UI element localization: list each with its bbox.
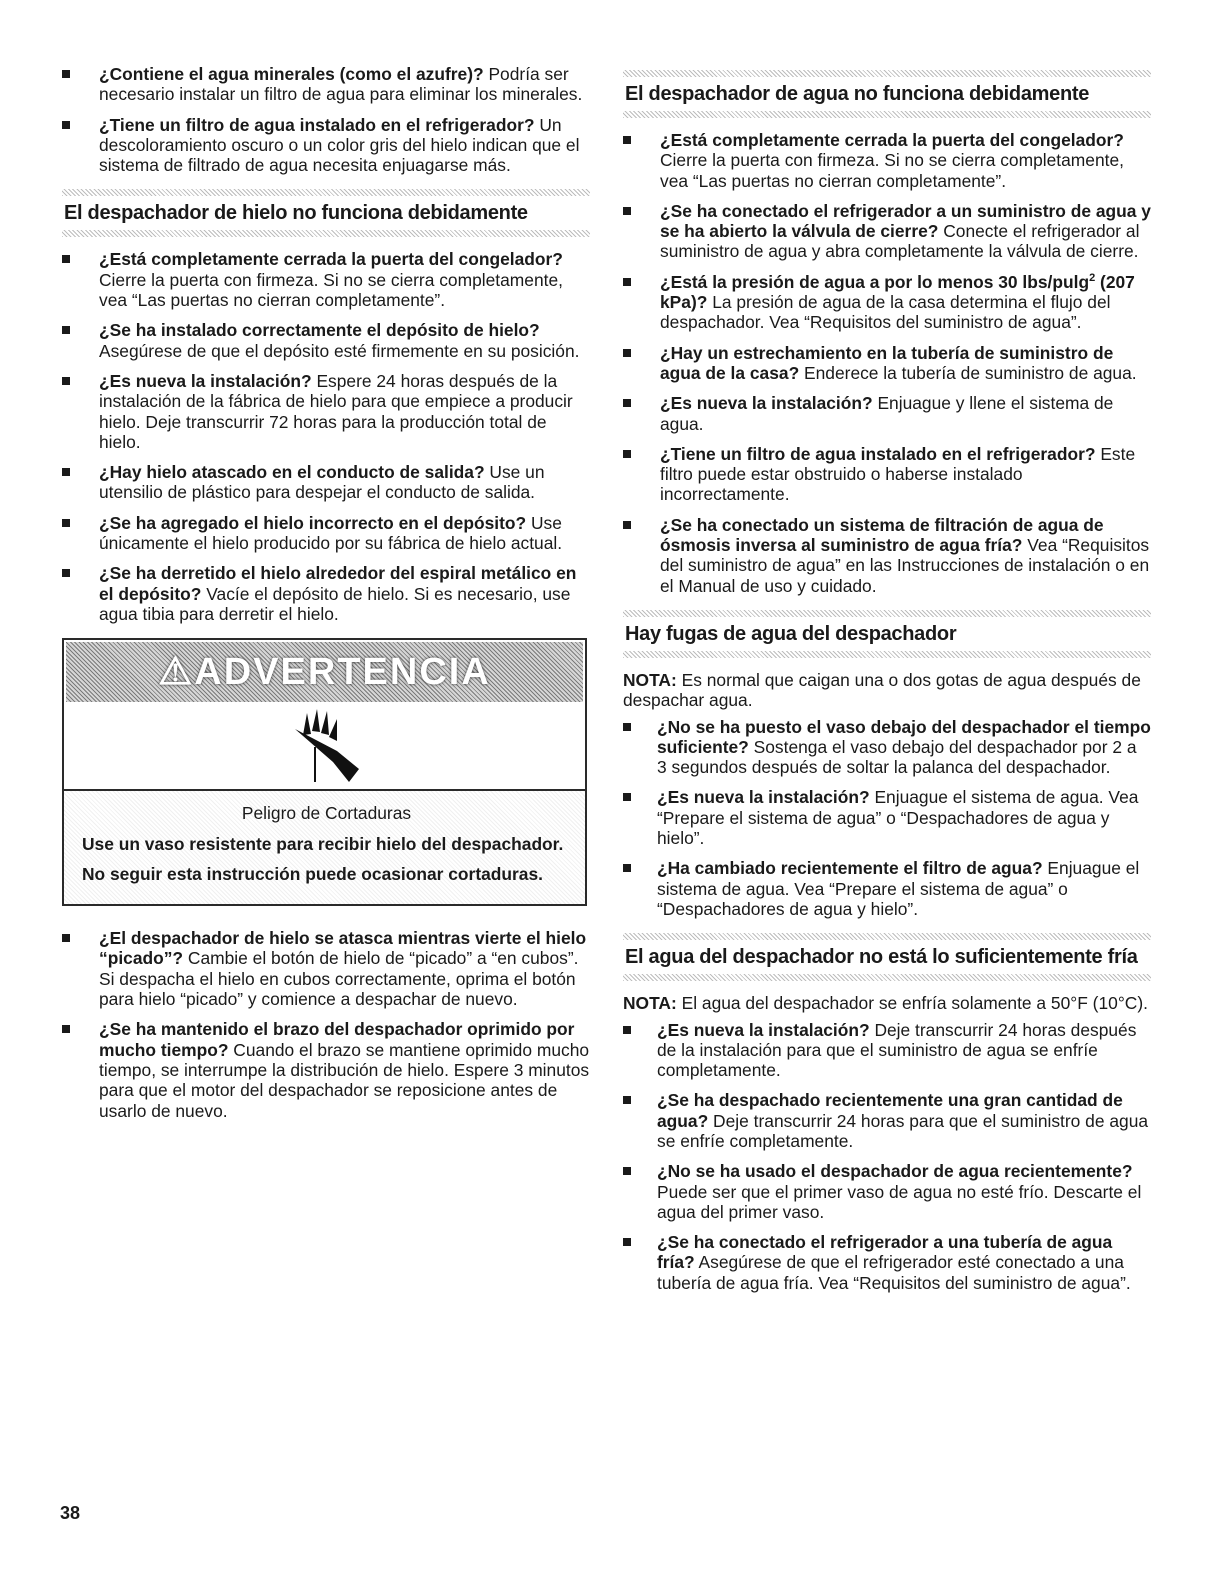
item-answer: Enderece la tubería de suministro de agua. [799, 362, 1137, 383]
section-title: Hay fugas de agua del despachador [625, 622, 957, 645]
ice-dispenser-section-header [62, 189, 590, 237]
item-question: ¿Contiene el agua minerales (como el azufre)? [99, 64, 484, 84]
list-item [623, 272, 1151, 333]
leak-item-list [623, 717, 1151, 920]
section-title: El despachador de hielo no funciona debidamente [64, 202, 528, 225]
cut-hazard-icon [64, 704, 585, 791]
list-item [62, 249, 590, 310]
warning-body [64, 791, 585, 904]
item-answer: Deje transcurrir 24 horas después de la instalación para que el suministro de agua se enfríe completamente. [657, 1019, 1137, 1081]
list-item [623, 130, 1151, 191]
list-item [62, 115, 590, 176]
list-item [62, 513, 590, 554]
list-item [623, 717, 1151, 778]
bottom-item-list [62, 928, 590, 1121]
item-answer: Cierre la puerta con firmeza. Si no se cierra completamente, vea “Las puertas no cierran completamente”. [99, 269, 563, 311]
item-question: ¿Se ha conectado un sistema de filtración de agua de ósmosis inversa al suministro de agua fría? [660, 514, 1104, 556]
item-question: ¿Ha cambiado recientemente el filtro de agua? [657, 858, 1043, 879]
note-label: NOTA: [623, 669, 677, 690]
item-question: ¿Está la presión de agua a por lo menos 30 lbs/pulg$^2$ (207 kPa)? [660, 271, 1135, 313]
item-question: ¿Se ha instalado correctamente el depósito de hielo? [99, 320, 540, 341]
item-question: ¿Se ha despachado recientemente una gran cantidad de agua? [657, 1090, 1123, 1131]
water-item-list [623, 130, 1151, 596]
divider [623, 111, 1151, 118]
divider [62, 230, 590, 237]
item-answer: Podría ser necesario instalar un filtro de agua para eliminar los minerales. [99, 64, 583, 105]
cold-section-header [623, 933, 1151, 981]
item-answer: Enjuague el sistema de agua. Vea “Prepare el sistema de agua” o “Despachadores de agua y hielo”. [657, 787, 1139, 849]
warning-title: ADVERTENCIA [194, 651, 491, 694]
section-title: El agua del despachador no está lo suficientemente fría [625, 946, 1138, 969]
item-answer: Use un utensilio de plástico para despejar el conducto de salida. [99, 462, 545, 503]
item-question: ¿Se ha mantenido el brazo del despachador oprimido por mucho tiempo? [99, 1019, 575, 1060]
item-question: ¿Tiene un filtro de agua instalado en el refrigerador? [99, 114, 535, 135]
list-item [623, 393, 1151, 434]
list-item [62, 320, 590, 361]
list-item [62, 1019, 590, 1120]
item-question: ¿Hay un estrechamiento en la tubería de suministro de agua de la casa? [660, 342, 1114, 383]
warning-caption: Peligro de Cortaduras [241, 803, 412, 824]
divider [623, 70, 1151, 77]
item-answer: Deje transcurrir 24 horas para que el suministro de agua se enfríe completamente. [657, 1110, 1149, 1151]
top-item-list [62, 64, 590, 175]
divider [623, 651, 1151, 658]
list-item [623, 1020, 1151, 1081]
list-item [62, 64, 590, 105]
list-item [62, 563, 590, 624]
note-text: Es normal que caigan una o dos gotas de agua después de despachar agua. [623, 669, 1141, 711]
item-question: ¿Está completamente cerrada la puerta del congelador? [99, 249, 563, 270]
item-question: ¿Se ha derretido el hielo alrededor del espiral metálico en el depósito? [99, 563, 577, 604]
item-question: ¿Se ha conectado el refrigerador a una tubería de agua fría? [657, 1232, 1113, 1273]
warning-banner [66, 642, 583, 702]
water-dispenser-section-header [623, 70, 1151, 118]
list-item [623, 858, 1151, 919]
list-item [623, 787, 1151, 848]
item-question: ¿Es nueva la instalación? [657, 1019, 870, 1040]
warning-triangle-icon: ⚠ [158, 651, 195, 694]
list-item [623, 515, 1151, 596]
item-answer: Asegúrese de que el refrigerador esté conectado a una tubería de agua fría. Vea “Requisitos del suministro de agua”. [657, 1252, 1131, 1293]
list-item [623, 1232, 1151, 1293]
item-question: ¿No se ha puesto el vaso debajo del despachador el tiempo suficiente? [657, 716, 1151, 757]
item-answer: Cuando el brazo se mantiene oprimido mucho tiempo, se interrumpe la distribución de hielo. Espere 3 minutos para que el motor del despachador se reposicione antes de usarlo de nuevo. [99, 1039, 590, 1121]
item-answer: Puede ser que el primer vaso de agua no esté frío. Descarte el agua del primer vaso. [657, 1181, 1142, 1222]
item-question: ¿No se ha usado el despachador de agua recientemente? [657, 1161, 1133, 1182]
item-answer: La presión de agua de la casa determina el flujo del despachador. Vea “Requisitos del suministro de agua”. [660, 292, 1111, 333]
left-column [62, 64, 590, 1131]
warning-line: Use un vaso resistente para recibir hielo del despachador. [82, 833, 564, 854]
item-question: ¿Hay hielo atascado en el conducto de salida? [99, 462, 485, 483]
item-question: ¿Está completamente cerrada la puerta del congelador? [660, 130, 1124, 150]
item-question: ¿Es nueva la instalación? [660, 393, 873, 414]
item-question: ¿Se ha agregado el hielo incorrecto en el depósito? [99, 512, 527, 533]
item-answer: Vea “Requisitos del suministro de agua” en las Instrucciones de instalación o en el Manual de uso y cuidado. [660, 535, 1150, 596]
list-item [623, 444, 1151, 505]
divider [623, 610, 1151, 617]
item-answer: Un descoloramiento oscuro o un color gris del hielo indican que el sistema de filtrado de agua necesita enjuagarse más. [99, 114, 580, 176]
list-item [62, 462, 590, 503]
warning-box [62, 638, 587, 906]
item-answer: Vacíe el depósito de hielo. Si es necesario, use agua tibia para derretir el hielo. [99, 583, 571, 624]
divider [62, 189, 590, 196]
note [623, 993, 1151, 1013]
item-answer: Enjuague el sistema de agua. Vea “Prepare el sistema de agua” o “Despachadores de agua y hielo”. [657, 858, 1140, 919]
list-item [623, 1090, 1151, 1151]
ice-item-list [62, 249, 590, 624]
section-title: El despachador de agua no funciona debidamente [625, 83, 1090, 105]
list-item [623, 201, 1151, 262]
warning-line: No seguir esta instrucción puede ocasionar cortaduras. [82, 863, 543, 884]
note [623, 670, 1151, 711]
item-answer: Cierre la puerta con firmeza. Si no se cierra completamente, vea “Las puertas no cierran completamente”. [660, 150, 1124, 191]
list-item [623, 343, 1151, 384]
item-question: ¿El despachador de hielo se atasca mientras vierte el hielo “picado”? [99, 928, 587, 969]
divider [623, 933, 1151, 940]
page-number: 38 [60, 1503, 81, 1523]
item-answer: Enjuague y llene el sistema de agua. [660, 393, 1114, 434]
item-answer: Asegúrese de que el depósito esté firmemente en su posición. [99, 340, 580, 361]
right-column [623, 70, 1151, 1303]
divider [623, 974, 1151, 981]
list-item [623, 1161, 1151, 1222]
item-question: ¿Es nueva la instalación? [99, 370, 312, 391]
item-answer: Sostenga el vaso debajo del despachador por 2 a 3 segundos después de soltar la palanca del despachador. [657, 736, 1137, 778]
cold-item-list [623, 1020, 1151, 1294]
list-item [62, 371, 590, 452]
item-question: ¿Se ha conectado el refrigerador a un suministro de agua y se ha abierto la válvula de cierre? [660, 200, 1151, 242]
item-answer: Cambie el botón de hielo de “picado” a “en cubos”. Si despacha el hielo en cubos correctamente, oprima el botón para hielo “picado” y comience a despachar de nuevo. [99, 948, 579, 1010]
item-answer: Conecte el refrigerador al suministro de agua y abra completamente la válvula de cierre. [660, 221, 1140, 262]
item-answer: Espere 24 horas después de la instalación de la fábrica de hielo para que empiece a producir hielo. Deje transcurrir 72 horas para la producción total de hielo. [99, 370, 573, 452]
item-question: ¿Es nueva la instalación? [657, 787, 870, 808]
leak-section-header [623, 610, 1151, 658]
note-label: NOTA: [623, 993, 677, 1014]
item-answer: Este filtro puede estar obstruido o haberse instalado incorrectamente. [660, 443, 1136, 505]
item-answer: Use únicamente el hielo producido por su fábrica de hielo actual. [99, 512, 563, 554]
list-item [62, 928, 590, 1009]
item-question: ¿Tiene un filtro de agua instalado en el refrigerador? [660, 443, 1096, 464]
note-text: El agua del despachador se enfría solamente a 50°F (10°C). [676, 993, 1148, 1014]
